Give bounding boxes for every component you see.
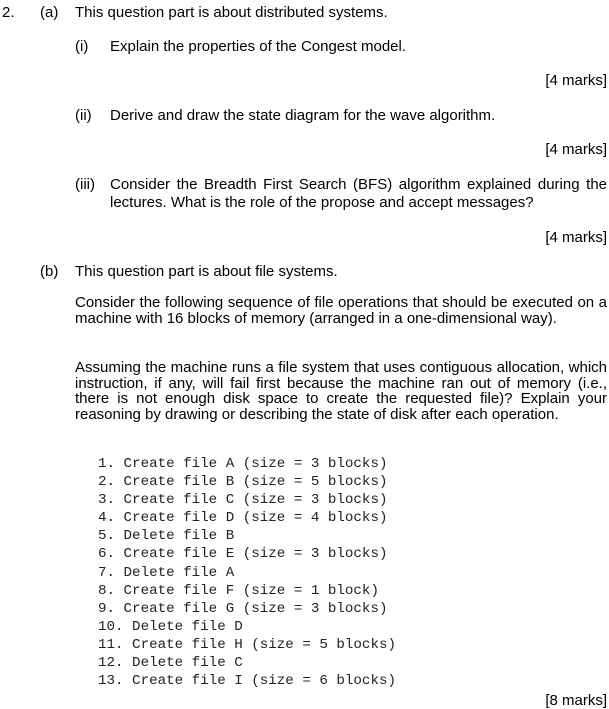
operation-line: 2. Create file B (size = 5 blocks) [98,474,388,491]
item-ii-text: Derive and draw the state diagram for the wave algorithm. [110,107,496,124]
item-i-marks: [4 marks] [545,72,607,89]
question-number: 2. [2,4,15,21]
operation-line: 5. Delete file B [98,528,235,545]
item-i-text: Explain the properties of the Congest model. [110,38,407,55]
part-b-marks: [8 marks] [545,692,607,709]
operation-line: 3. Create file C (size = 3 blocks) [98,492,388,509]
item-i-label: (i) [75,38,89,55]
part-b-intro: This question part is about file systems. [75,263,338,280]
operation-line: 8. Create file F (size = 1 block) [98,582,379,599]
operation-line: 11. Create file H (size = 5 blocks) [98,636,396,653]
file-operations-list [98,455,396,690]
part-a-intro: This question part is about distributed systems. [75,4,388,21]
item-iii-marks: [4 marks] [545,229,607,246]
operation-line: 9. Create file G (size = 3 blocks) [98,600,388,617]
operation-line: 7. Delete file A [98,564,235,581]
operation-line: 4. Create file D (size = 4 blocks) [98,510,388,527]
item-ii-label: (ii) [75,107,92,124]
item-ii-marks: [4 marks] [545,141,607,158]
operation-line: 6. Create file E (size = 3 blocks) [98,546,388,563]
operation-line: 12. Delete file C [98,655,243,672]
operation-line: 10. Delete file D [98,618,243,635]
operation-line: 1. Create file A (size = 3 blocks) [98,456,388,472]
part-b-paragraph-2: Assuming the machine runs a file system that uses contiguous allocation, which instruction, if any, will fail first because the machine ran out of memory (i.e., there is not enough disk space to create the requested file)? Explain your reasoning by drawing or describing the state of disk after each operation. [75,359,607,423]
item-iii-label: (iii) [75,176,95,193]
operation-line: 13. Create file I (size = 6 blocks) [98,673,396,690]
part-a-label: (a) [40,4,59,21]
part-b-label: (b) [40,263,59,280]
item-iii-text: Consider the Breadth First Search (BFS) algorithm explained during the lectures. What is the role of the propose and accept messages? [110,176,607,211]
part-b-paragraph-1: Consider the following sequence of file operations that should be executed on a machine with 16 blocks of memory (arranged in a one-dimensional way). [75,294,607,327]
